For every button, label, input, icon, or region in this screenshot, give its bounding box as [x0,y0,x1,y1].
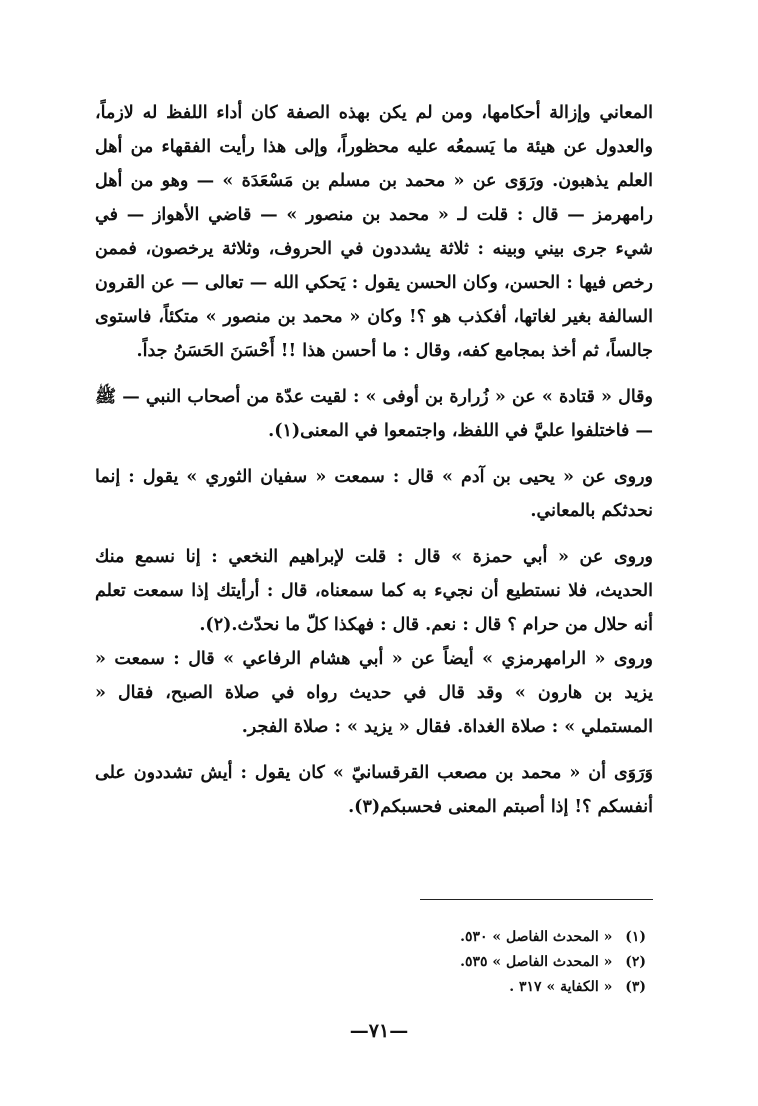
footnote-number: (١) [625,929,646,945]
page-number: —٧١— [349,1020,409,1042]
footnote-text: « الكفاية » ٣١٧ . [509,979,613,995]
footnote-text: « المحدث الفاصل » ٥٣٥. [460,954,613,970]
paragraph-2: وقال « قتادة » عن « زُرارة بن أوفى » : لقيت عدّة من أصحاب النبي — ﷺ — فاختلفوا عليَّ في اللفظ، واجتمعوا في المعنى(١). [95,387,653,441]
footnotes [346,925,646,1000]
footnote-number: (٢) [625,954,646,970]
footnote-item [346,925,646,950]
paragraph-5: وروى « الرامهرمزي » أيضاً عن « أبي هشام الرفاعي » قال : سمعت « يزيد بن هارون » وقد قال في حديث رواه في صلاة الصبح، فقال « المستملي » : صلاة الغداة. فقال « يزيد » : صلاة الفجر. [95,649,653,737]
footnote-item [346,950,646,975]
paragraph-6: وَرَوَى أن « محمد بن مصعب القرقسانيّ » كان يقول : أيش تشددون على أنفسكم ؟! إذا أصبتم المعنى فحسبكم(٣). [95,763,653,817]
footnote-text: « المحدث الفاصل » ٥٣٠. [460,929,613,945]
paragraph-1: المعاني وإزالة أحكامها، ومن لم يكن بهذه الصفة كان أداء اللفظ له لازماً، والعدول عن هيئة ما يَسمعُه عليه محظوراً، وإلى هذا رأيت الفقهاء من أهل العلم يذهبون. ورَوَى عن « محمد بن مسلم بن مَسْعَدَة » — وهو من أهل رامهرمز — قال : قلت لـ « محمد بن منصور » — قاضي الأهواز — في شيء جرى بيني وبينه : ثلاثة يشددون في الحروف، وثلاثة يرخصون، فممن رخص فيها : الحسن، وكان الحسن يقول : يَحكي الله — تعالى — عن القرون السالفة بغير لغاتها، أفكذب هو ؟! وكان « محمد بن منصور » متكئاً، فاستوى جالساً، ثم أخذ بمجامع كفه، وقال : ما أحسن هذا !! أَحْسَنَ الحَسَنُ جداً. [95,103,653,361]
footnote-number: (٣) [625,979,646,995]
paragraph-4: وروى عن « أبي حمزة » قال : قلت لإبراهيم النخعي : إنا نسمع منك الحديث، فلا نستطيع أن نجيء به كما سمعناه، قال : أرأيتك إذا سمعت تعلم أنه حلال من حرام ؟ قال : نعم. قال : فهكذا كلّ ما نحدّث.(٢). [95,547,653,635]
paragraph-3: وروى عن « يحيى بن آدم » قال : سمعت « سفيان الثوري » يقول : إنما نحدثكم بالمعاني. [95,467,653,521]
page-body [95,96,653,824]
footnote-item [346,975,646,1000]
footnote-divider [420,899,653,900]
